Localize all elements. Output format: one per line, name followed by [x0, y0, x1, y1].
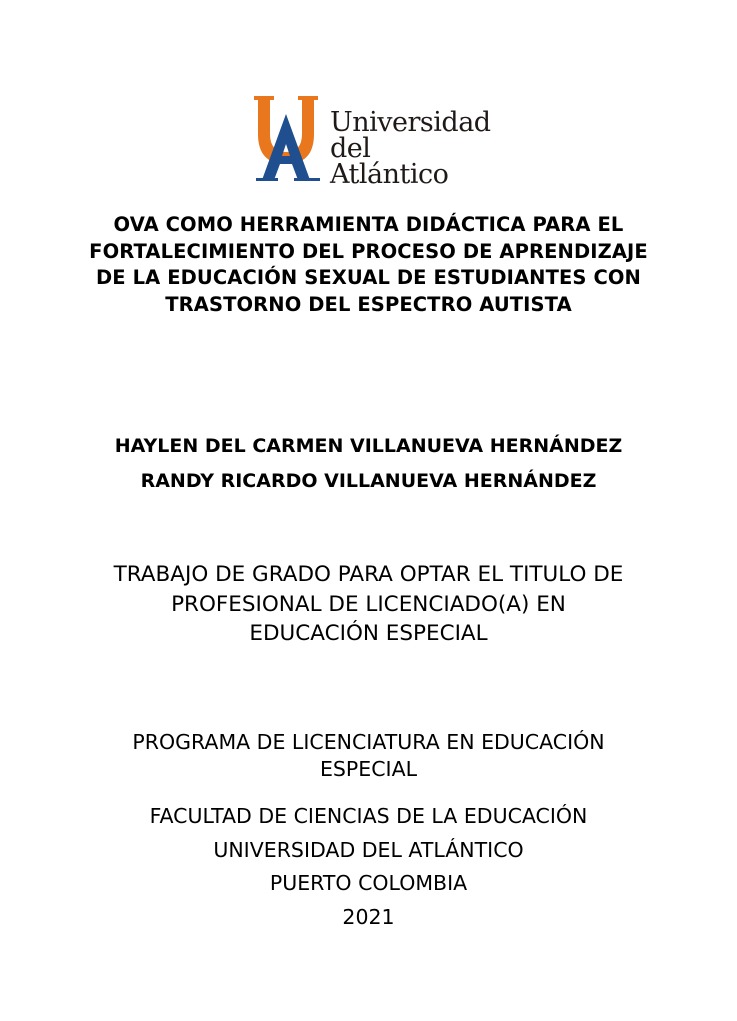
- author-name: RANDY RICARDO VILLANUEVA HERNÁNDEZ: [140, 470, 597, 492]
- city: PUERTO COLOMBIA: [269, 871, 468, 895]
- program-name: [0, 729, 737, 783]
- university-name: UNIVERSIDAD DEL ATLÁNTICO: [213, 837, 524, 862]
- year: 2021: [342, 904, 395, 929]
- degree-line: PROFESIONAL DE LICENCIADO(A) EN: [171, 591, 566, 617]
- title-line: FORTALECIMIENTO DEL PROCESO DE APRENDIZAJE: [89, 239, 648, 263]
- degree-line: TRABAJO DE GRADO PARA OPTAR EL TITULO DE: [113, 562, 624, 587]
- thesis-title: [0, 212, 737, 318]
- university-logo: [252, 94, 492, 190]
- authors: [0, 429, 737, 499]
- program-line: ESPECIAL: [319, 757, 418, 781]
- degree-line: EDUCACIÓN ESPECIAL: [249, 621, 488, 646]
- university-wordmark: [330, 107, 492, 190]
- ua-emblem-icon: [252, 94, 328, 184]
- wordmark-line-2: del Atlántico: [330, 133, 449, 190]
- title-line: OVA COMO HERRAMIENTA DIDÁCTICA PARA EL: [113, 213, 624, 236]
- author-name: HAYLEN DEL CARMEN VILLANUEVA HERNÁNDEZ: [114, 435, 623, 457]
- wordmark-line-1: Universidad: [330, 107, 491, 138]
- faculty-name: FACULTAD DE CIENCIAS DE LA EDUCACIÓN: [149, 804, 588, 828]
- degree-statement: [0, 560, 737, 649]
- title-line: TRASTORNO DEL ESPECTRO AUTISTA: [165, 292, 572, 316]
- program-line: PROGRAMA DE LICENCIATURA EN EDUCACIÓN: [132, 730, 605, 754]
- title-line: DE LA EDUCACIÓN SEXUAL DE ESTUDIANTES CON: [96, 266, 641, 289]
- institution-info: [0, 800, 737, 934]
